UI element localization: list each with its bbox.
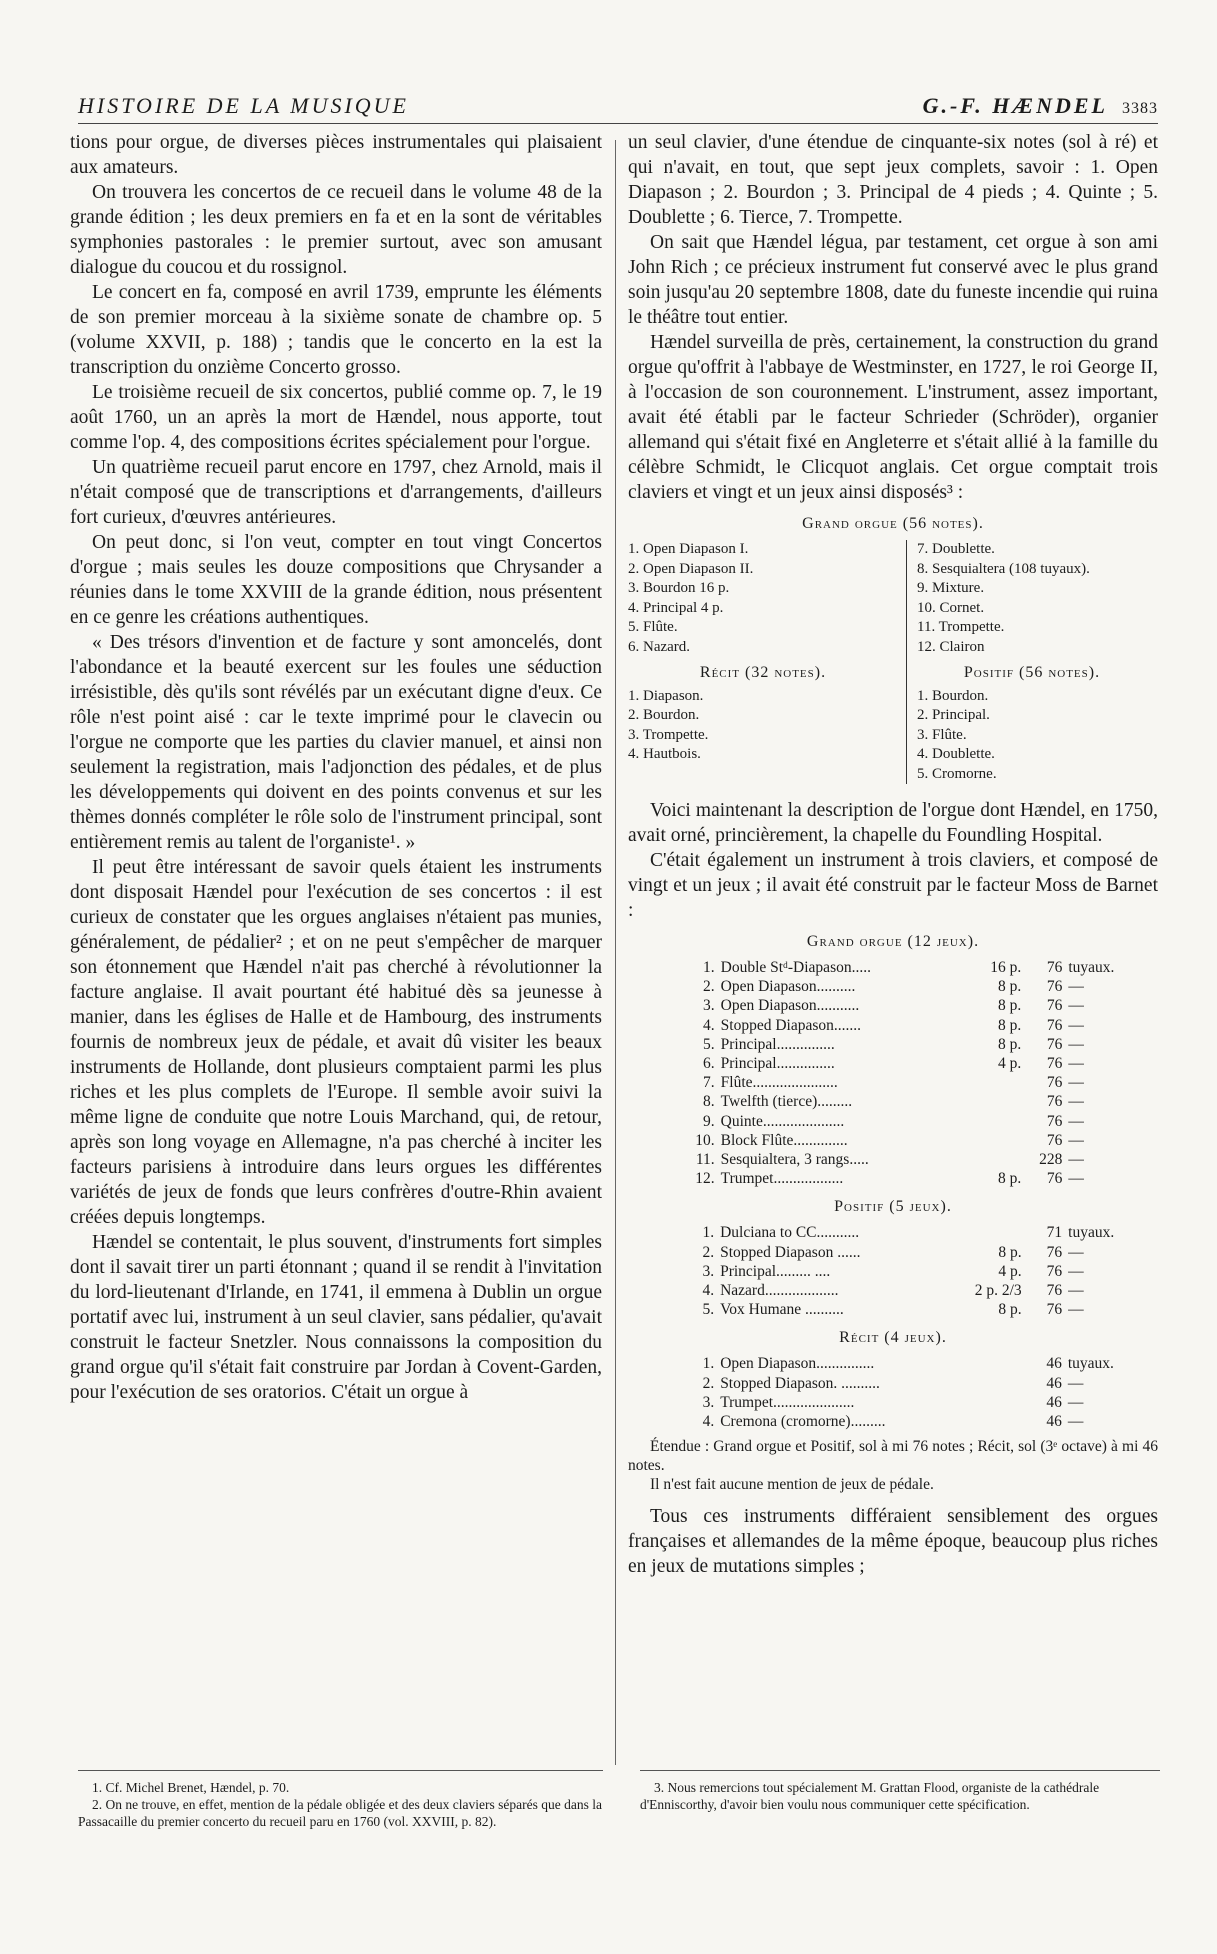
stop-n: 1. xyxy=(702,1355,715,1373)
stop-n: 3. xyxy=(702,1262,715,1280)
stop-n: 12. xyxy=(695,1170,715,1188)
stop-unit: tuyaux. xyxy=(1068,1224,1115,1242)
stop-n: 2. xyxy=(703,978,715,996)
foundling-recit-title: Récit (4 jeux). xyxy=(839,1329,947,1347)
stop-unit: — xyxy=(1068,997,1084,1015)
stop-item: 2. Bourdon. xyxy=(628,707,700,723)
paragraph: Il peut être intéressant de savoir quels étaient les instruments dont disposait Hændel pour l'exécution de ses concertos : il est curieux de constater que les orgues anglaises n'étaient pas munies, généralement, de pédalier² ; et on ne peut s'empêcher de marquer son étonnement que Hændel n'ait pas cherché à révolutionner la facture anglaise. Il avait pourtant été habitué dès sa jeunesse à manier, dans les églises de Halle et de Hambourg, des instruments fournis de nombreux jeux de pédale, et avait dû visiter les beaux instruments de Hollande, dont plusieurs comptaient parmi les plus riches et les plus complets de l'Europe. Il semble avoir suivi la même ligne de conduite que notre Louis Marchand, qui, de retour, après son long voyage en Allemagne, n'a pas cherché à inciter les facteurs parisiens à introduire dans leurs orgues les différentes variétés de jeux de fonds que leurs confrères d'outre-Rhin avaient créées depuis longtemps. xyxy=(70,857,602,1228)
stop-unit: — xyxy=(1068,1074,1084,1092)
foundling-recit-table xyxy=(688,1354,1158,1431)
stop-row xyxy=(688,1169,1158,1188)
stop-name: Twelfth (tierce)......... xyxy=(720,1093,853,1111)
stop-row xyxy=(688,1262,1158,1281)
header-right-title xyxy=(923,93,1158,119)
stop-name: Stopped Diapason....... xyxy=(720,1016,861,1034)
stop-unit: — xyxy=(1067,1393,1084,1411)
westminster-grand-list xyxy=(628,540,1158,657)
stop-count: 76 xyxy=(1046,1093,1063,1111)
stop-count: 76 xyxy=(1046,1112,1063,1130)
stop-name: Dulciana to CC........... xyxy=(720,1224,860,1242)
stop-size xyxy=(957,1073,1024,1092)
paragraph: tions pour orgue, de diverses pièces instrumentales qui plaisaient aux amateurs. xyxy=(70,132,602,178)
stop-name: Open Diapason............... xyxy=(720,1355,875,1373)
stop-n: 9. xyxy=(703,1112,715,1130)
stop-count: 46 xyxy=(1046,1413,1062,1431)
stop-item: 7. Doublette. xyxy=(917,541,995,557)
stop-row xyxy=(688,1054,1158,1073)
paragraph: C'était également un instrument à trois claviers, et composé de vingt et un jeux ; il avait été construit par le facteur Moss de Barnet : xyxy=(628,850,1158,921)
page-number: 3383 xyxy=(1122,100,1158,117)
stop-count: 76 xyxy=(1046,978,1063,996)
stop-row xyxy=(688,1092,1158,1111)
stop-count: 228 xyxy=(1039,1151,1063,1169)
stop-item: 6. Nazard. xyxy=(628,638,691,655)
stop-n: 4. xyxy=(702,1282,715,1300)
stop-size: 2 p. 2/3 xyxy=(974,1282,1022,1300)
stop-size: 8 p. xyxy=(998,997,1022,1015)
stop-n: 4. xyxy=(702,1413,715,1431)
stop-name: Vox Humane .......... xyxy=(720,1301,844,1319)
stop-item: 3. Trompette. xyxy=(628,726,709,743)
stop-row xyxy=(688,1300,1158,1319)
stop-name: Nazard................... xyxy=(720,1282,839,1300)
stop-size: 4 p. xyxy=(998,1262,1022,1280)
column-divider xyxy=(615,140,616,1765)
paragraph: Un quatrième recueil parut encore en 1797, chez Arnold, mais il n'était composé que de transcriptions et d'arrangements, d'ailleurs fort curieux, d'œuvres antérieures. xyxy=(70,457,602,528)
footnote: 2. On ne trouve, en effet, mention de la pédale obligée et des deux claviers séparés que dans la Passacaille du premier concerto du recueil paru en 1760 (vol. XXVIII, p. 82). xyxy=(78,1797,602,1829)
paragraph: Le troisième recueil de six concertos, publié comme op. 7, le 19 août 1760, un an après la mort de Hændel, nous apporte, tout comme l'op. 4, des compositions écrites spécialement pour l'orgue. xyxy=(70,382,602,453)
stop-size: 4 p. xyxy=(998,1055,1022,1073)
stop-count: 46 xyxy=(1046,1355,1062,1373)
stop-item: 2. Open Diapason II. xyxy=(628,560,754,577)
stop-row xyxy=(688,1412,1158,1431)
stop-count: 46 xyxy=(1046,1374,1062,1392)
stop-item: 1. Diapason. xyxy=(628,687,704,704)
stop-item: 3. Bourdon 16 p. xyxy=(628,580,730,596)
stop-n: 2. xyxy=(702,1374,715,1392)
stop-count: 76 xyxy=(1046,1016,1063,1034)
stop-size xyxy=(957,1150,1024,1169)
stop-size xyxy=(958,1412,1024,1431)
stop-n: 5. xyxy=(703,1035,715,1053)
stop-count: 76 xyxy=(1046,1035,1063,1053)
westminster-recit-positif xyxy=(628,657,1158,784)
foundling-grand-title: Grand orgue (12 jeux). xyxy=(806,933,980,950)
stop-unit: — xyxy=(1068,1035,1084,1053)
stop-name: Quinte..................... xyxy=(720,1112,845,1130)
stop-name: Stopped Diapason ...... xyxy=(720,1243,861,1261)
pedal-note: Il n'est fait aucune mention de jeux de pédale. xyxy=(650,1476,934,1494)
stop-size xyxy=(957,1092,1024,1111)
stop-unit: — xyxy=(1067,1413,1084,1431)
stop-n: 5. xyxy=(702,1301,715,1319)
stop-count: 76 xyxy=(1046,1262,1063,1280)
stop-item: 2. Principal. xyxy=(917,707,990,723)
stop-row xyxy=(688,1281,1158,1300)
stop-n: 10. xyxy=(695,1131,715,1149)
paragraph: un seul clavier, d'une étendue de cinquante-six notes (sol à ré) et qui n'avait, en tout, que sept jeux complets, savoir : 1. Open Diapason ; 2. Bourdon ; 3. Principal de 4 pieds ; 4. Quinte ; 5. Doublette ; 6. Tierce, 7. Trompette. xyxy=(628,132,1158,228)
stop-n: 6. xyxy=(703,1055,715,1073)
right-column xyxy=(628,130,1158,1579)
stop-n: 3. xyxy=(702,1393,715,1411)
running-header xyxy=(78,93,1158,124)
stop-n: 8. xyxy=(703,1093,715,1111)
stop-item: 5. Flûte. xyxy=(628,619,678,635)
stop-row xyxy=(688,958,1158,977)
paragraph: Tous ces instruments différaient sensiblement des orgues françaises et allemandes de la même époque, beaucoup plus riches en jeux de mutations simples ; xyxy=(628,1506,1158,1578)
paragraph: Hændel surveilla de près, certainement, la construction du grand orgue qu'offrit à l'abbaye de Westminster, en 1727, le roi George II, à l'occasion de son couronnement. L'instrument, assez important, avait été établi par le facteur Schrieder (Schröder), organier allemand qui s'était fixé en Angleterre et s'était allié à la famille du célèbre Schmidt, le Clicquot anglais. Cet orgue comptait trois claviers et vingt et un jeux ainsi disposés³ : xyxy=(628,332,1158,503)
footnote: 3. Nous remercions tout spécialement M. Grattan Flood, organiste de la cathédrale d'Enniscorthy, d'avoir bien voulu nous communiquer cette spécification. xyxy=(640,1780,1100,1812)
stop-count: 76 xyxy=(1046,1170,1063,1188)
stop-unit: — xyxy=(1068,1016,1084,1034)
stop-name: Principal............... xyxy=(720,1055,835,1073)
stop-size: 16 p. xyxy=(990,959,1022,976)
stop-n: 1. xyxy=(702,1224,715,1242)
westminster-grand-title: Grand orgue (56 notes). xyxy=(802,515,984,532)
foundling-positif-table xyxy=(688,1223,1158,1319)
paragraph: Voici maintenant la description de l'orgue dont Hændel, en 1750, avait orné, princièrement, la chapelle du Foundling Hospital. xyxy=(628,800,1158,846)
stop-size: 8 p. xyxy=(998,1301,1022,1319)
westminster-positif-title: Positif (56 notes). xyxy=(963,664,1101,681)
stop-n: 2. xyxy=(702,1243,715,1261)
stop-name: Principal............... xyxy=(720,1035,835,1053)
stop-item: 5. Cromorne. xyxy=(917,765,997,782)
stop-row xyxy=(688,1354,1158,1373)
stop-size xyxy=(957,1131,1024,1150)
header-composer: G.-F. HÆNDEL xyxy=(922,93,1108,118)
paragraph: On sait que Hændel légua, par testament, cet orgue à son ami John Rich ; ce précieux instrument fut conservé avec le plus grand soin jusqu'au 20 septembre 1808, date du funeste incendie qui ruina le théâtre tout entier. xyxy=(628,232,1158,328)
stop-unit: — xyxy=(1068,1262,1084,1280)
footnotes-right xyxy=(640,1770,1160,1813)
stop-count: 76 xyxy=(1046,1282,1063,1300)
stop-unit: — xyxy=(1068,1093,1084,1111)
stop-size: 8 p. xyxy=(998,978,1022,996)
range-note: Étendue : Grand orgue et Positif, sol à mi 76 notes ; Récit, sol (3ᵉ octave) à mi 46 notes. xyxy=(628,1438,1158,1475)
stop-name: Cremona (cromorne)......... xyxy=(720,1413,886,1431)
stop-n: 11. xyxy=(695,1151,715,1169)
stop-item: 4. Doublette. xyxy=(917,746,995,762)
stop-name: Open Diapason........... xyxy=(720,997,860,1015)
stop-count: 76 xyxy=(1046,1131,1063,1149)
stop-row xyxy=(688,1073,1158,1092)
stop-item: 1. Open Diapason I. xyxy=(628,541,749,557)
stop-item: 3. Flûte. xyxy=(917,726,967,743)
paragraph: Hændel se contentait, le plus souvent, d'instruments fort simples dont il savait tirer un parti étonnant ; quand il se rendit à l'invitation du lord-lieutenant d'Irlande, en 1741, il emmena à Dublin un orgue portatif avec lui, instrument à un seul clavier, sans pédalier, qu'avait construit le facteur Snetzler. Nous connaissons la composition du grand orgue qu'il s'était fait construire par Jordan à Covent-Garden, pour l'exécution de ses oratorios. C'était un orgue à xyxy=(70,1232,602,1403)
stop-row xyxy=(688,1016,1158,1035)
stop-unit: — xyxy=(1068,1131,1084,1149)
stop-size: 8 p. xyxy=(998,1170,1022,1188)
stop-count: 76 xyxy=(1046,1055,1063,1073)
stop-n: 4. xyxy=(703,1016,715,1034)
stop-count: 76 xyxy=(1046,997,1063,1015)
stop-name: Trumpet..................... xyxy=(720,1393,855,1411)
stop-row xyxy=(688,1374,1158,1393)
stop-row xyxy=(688,1131,1158,1150)
stop-count: 71 xyxy=(1046,1224,1063,1242)
stop-size xyxy=(957,1112,1024,1131)
stop-name: Stopped Diapason. .......... xyxy=(720,1374,880,1392)
stop-n: 1. xyxy=(703,959,715,976)
stop-row xyxy=(688,1393,1158,1412)
stop-n: 7. xyxy=(703,1074,715,1092)
paragraph: On trouvera les concertos de ce recueil dans le volume 48 de la grande édition ; les deux premiers en fa et en la sont de véritables symphonies pastorales : le premier surtout, avec son amusant dialogue du coucou et du rossignol. xyxy=(70,182,602,278)
stop-size: 8 p. xyxy=(998,1016,1022,1034)
stop-n: 3. xyxy=(703,997,715,1015)
stop-row xyxy=(688,1035,1158,1054)
stop-item: 4. Hautbois. xyxy=(628,746,701,762)
stop-unit: — xyxy=(1068,1112,1084,1130)
stop-item: 11. Trompette. xyxy=(917,619,1005,635)
stop-name: Sesquialtera, 3 rangs..... xyxy=(720,1151,869,1169)
stop-unit: — xyxy=(1068,1243,1084,1261)
header-left-title: HISTOIRE DE LA MUSIQUE xyxy=(78,93,409,118)
stop-size: 8 p. xyxy=(998,1243,1022,1261)
stop-row xyxy=(688,1112,1158,1131)
stop-row xyxy=(688,977,1158,996)
stop-row xyxy=(688,1243,1158,1262)
stop-item: 8. Sesquialtera (108 tuyaux). xyxy=(917,560,1090,577)
stop-item: 10. Cornet. xyxy=(917,599,985,616)
footnote: 1. Cf. Michel Brenet, Hændel, p. 70. xyxy=(92,1780,290,1795)
stop-name: Double Stᵈ-Diapason..... xyxy=(720,959,871,976)
stop-name: Principal......... .... xyxy=(720,1262,831,1280)
stop-size xyxy=(958,1393,1024,1412)
stop-size: 8 p. xyxy=(998,1035,1022,1053)
stop-item: 9. Mixture. xyxy=(917,580,985,596)
stop-row xyxy=(688,996,1158,1015)
stop-count: 76 xyxy=(1046,1243,1063,1261)
stop-name: Flûte...................... xyxy=(720,1074,838,1092)
paragraph: « Des trésors d'invention et de facture y sont amoncelés, dont l'abondance et la beauté exercent sur les foules une séduction irrésistible, dès qu'ils sont révélés par un exécutant digne d'eux. Ce rôle n'est point aisé : car le texte imprimé pour le clavecin ou l'orgue ne comporte que les parties du clavier manuel, et ainsi non seulement la registration, mais l'adjonction des pédales, et de plus les développements qui doivent en des points convenus et sur les thèmes donnés compléter le rôle solo de l'instrument principal, sont entièrement remis au talent de l'organiste¹. » xyxy=(70,632,602,853)
stop-unit: — xyxy=(1068,1170,1084,1188)
stop-name: Block Flûte.............. xyxy=(720,1131,848,1149)
stop-unit: — xyxy=(1067,1374,1084,1392)
stop-row xyxy=(688,1223,1158,1242)
stop-unit: tuyaux. xyxy=(1068,959,1115,976)
stop-count: 76 xyxy=(1046,1301,1063,1319)
paragraph: On peut donc, si l'on veut, compter en tout vingt Concertos d'orgue ; mais seules les douze compositions que Chrysander a réunies dans le tome XXVIII de la grande édition, nous présentent en ce genre les créations authentiques. xyxy=(70,532,602,628)
stop-unit: — xyxy=(1068,1151,1084,1169)
stop-name: Trumpet.................. xyxy=(720,1170,844,1188)
stop-item: 4. Principal 4 p. xyxy=(628,599,724,616)
foundling-grand-table xyxy=(688,958,1158,1188)
stop-item: 1. Bourdon. xyxy=(917,687,989,704)
westminster-recit-title: Récit (32 notes). xyxy=(699,664,827,681)
stop-unit: — xyxy=(1068,1301,1084,1319)
stop-count: 76 xyxy=(1046,959,1063,976)
stop-unit: — xyxy=(1068,978,1084,996)
stop-item: 12. Clairon xyxy=(917,638,985,655)
stop-row xyxy=(688,1150,1158,1169)
stop-size xyxy=(956,1223,1025,1242)
paragraph: Le concert en fa, composé en avril 1739, emprunte les éléments de son premier morceau à la sixième sonate de chambre op. 5 (volume XXVII, p. 188) ; tandis que le concerto en la est la transcription du onzième Concerto grosso. xyxy=(70,282,602,378)
stop-unit: — xyxy=(1068,1055,1084,1073)
footnotes-left xyxy=(78,1770,603,1830)
stop-count: 46 xyxy=(1046,1393,1062,1411)
left-column xyxy=(70,130,602,1405)
foundling-positif-title: Positif (5 jeux). xyxy=(834,1198,952,1216)
stop-count: 76 xyxy=(1046,1074,1063,1092)
stop-unit: tuyaux. xyxy=(1067,1355,1114,1373)
stop-size xyxy=(958,1374,1024,1393)
stop-unit: — xyxy=(1068,1282,1084,1300)
stop-name: Open Diapason.......... xyxy=(720,978,856,996)
stop-size xyxy=(958,1354,1024,1373)
